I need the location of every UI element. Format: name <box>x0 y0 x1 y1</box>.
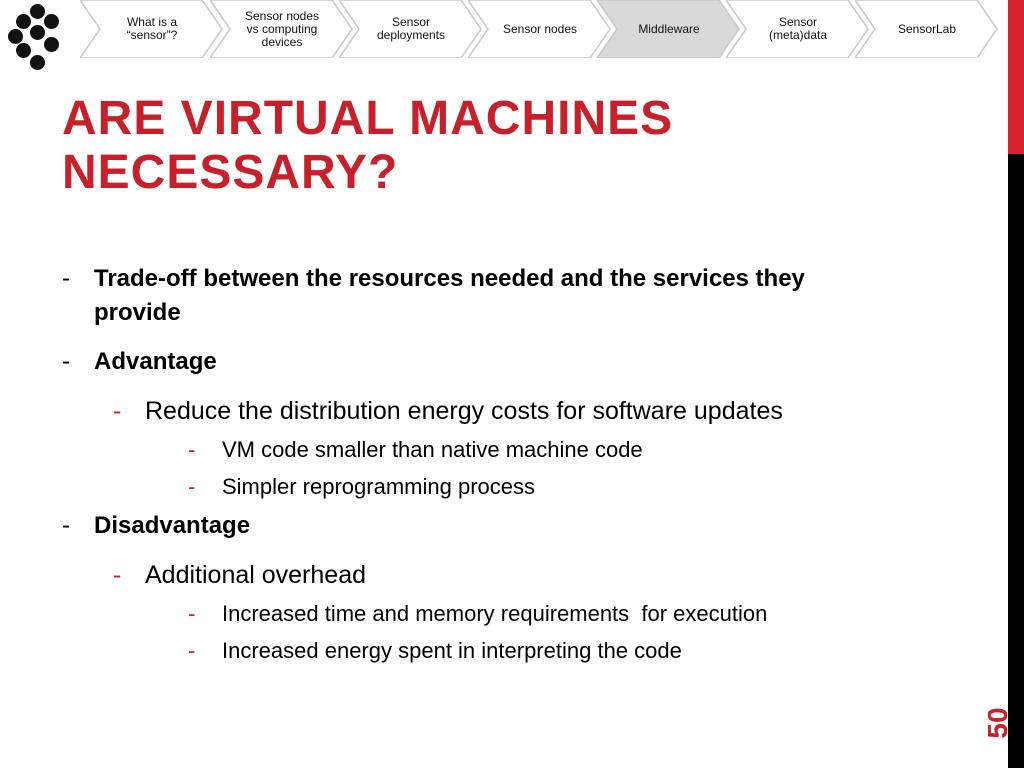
accent-bar-red <box>1008 0 1024 154</box>
page-number: 50 <box>982 707 1013 739</box>
dash-marker: - <box>62 512 70 539</box>
nav-tab-label: Sensor (meta)data <box>768 15 828 42</box>
bullet-text: Increased energy spent in interpreting the code <box>222 638 682 663</box>
bullet-disadvantage <box>62 509 882 543</box>
nav-tab-label: Sensor nodes <box>502 21 578 36</box>
dash-marker: - <box>113 397 122 425</box>
dash-marker: - <box>62 265 70 292</box>
bullet-text: VM code smaller than native machine code <box>222 437 643 462</box>
bullet-adv-sub-1 <box>188 435 928 465</box>
nav-tab-label: Sensor deployments <box>376 15 446 42</box>
dash-marker: - <box>188 638 196 663</box>
nav-tab-label: What is a “sensor”? <box>126 15 178 42</box>
dash-marker: - <box>188 437 196 462</box>
dash-marker: - <box>188 474 196 499</box>
nav-tab-label: Sensor nodes vs computing devices <box>244 8 320 49</box>
bullet-text: Reduce the distribution energy costs for software updates <box>145 397 783 425</box>
bullet-tradeoff <box>62 262 882 330</box>
nav-tab-label: Middleware <box>638 21 700 36</box>
bullet-dis-sub-1 <box>188 599 928 629</box>
bullet-text: Disadvantage <box>94 512 251 539</box>
dash-marker: - <box>188 601 196 626</box>
bullet-text: Trade-off between the resources needed and the services they provide <box>94 265 805 326</box>
bullet-text: Increased time and memory requirements for execution <box>222 601 768 626</box>
bullet-adv-sub <box>113 395 913 427</box>
bullet-adv-sub-2 <box>188 472 928 502</box>
slide-title: ARE VIRTUAL MACHINES NECESSARY? <box>62 92 674 199</box>
accent-bar-black <box>1008 154 1024 768</box>
bullet-text: Additional overhead <box>145 561 366 589</box>
bullet-dis-sub-2 <box>188 636 928 666</box>
bullet-advantage <box>62 345 882 379</box>
dash-marker: - <box>62 348 70 375</box>
bullet-dis-sub <box>113 559 913 591</box>
nav-tab-label: SensorLab <box>897 21 957 36</box>
bullet-text: Simpler reprogramming process <box>222 474 535 499</box>
dash-marker: - <box>113 561 122 589</box>
bullet-text: Advantage <box>94 348 217 375</box>
